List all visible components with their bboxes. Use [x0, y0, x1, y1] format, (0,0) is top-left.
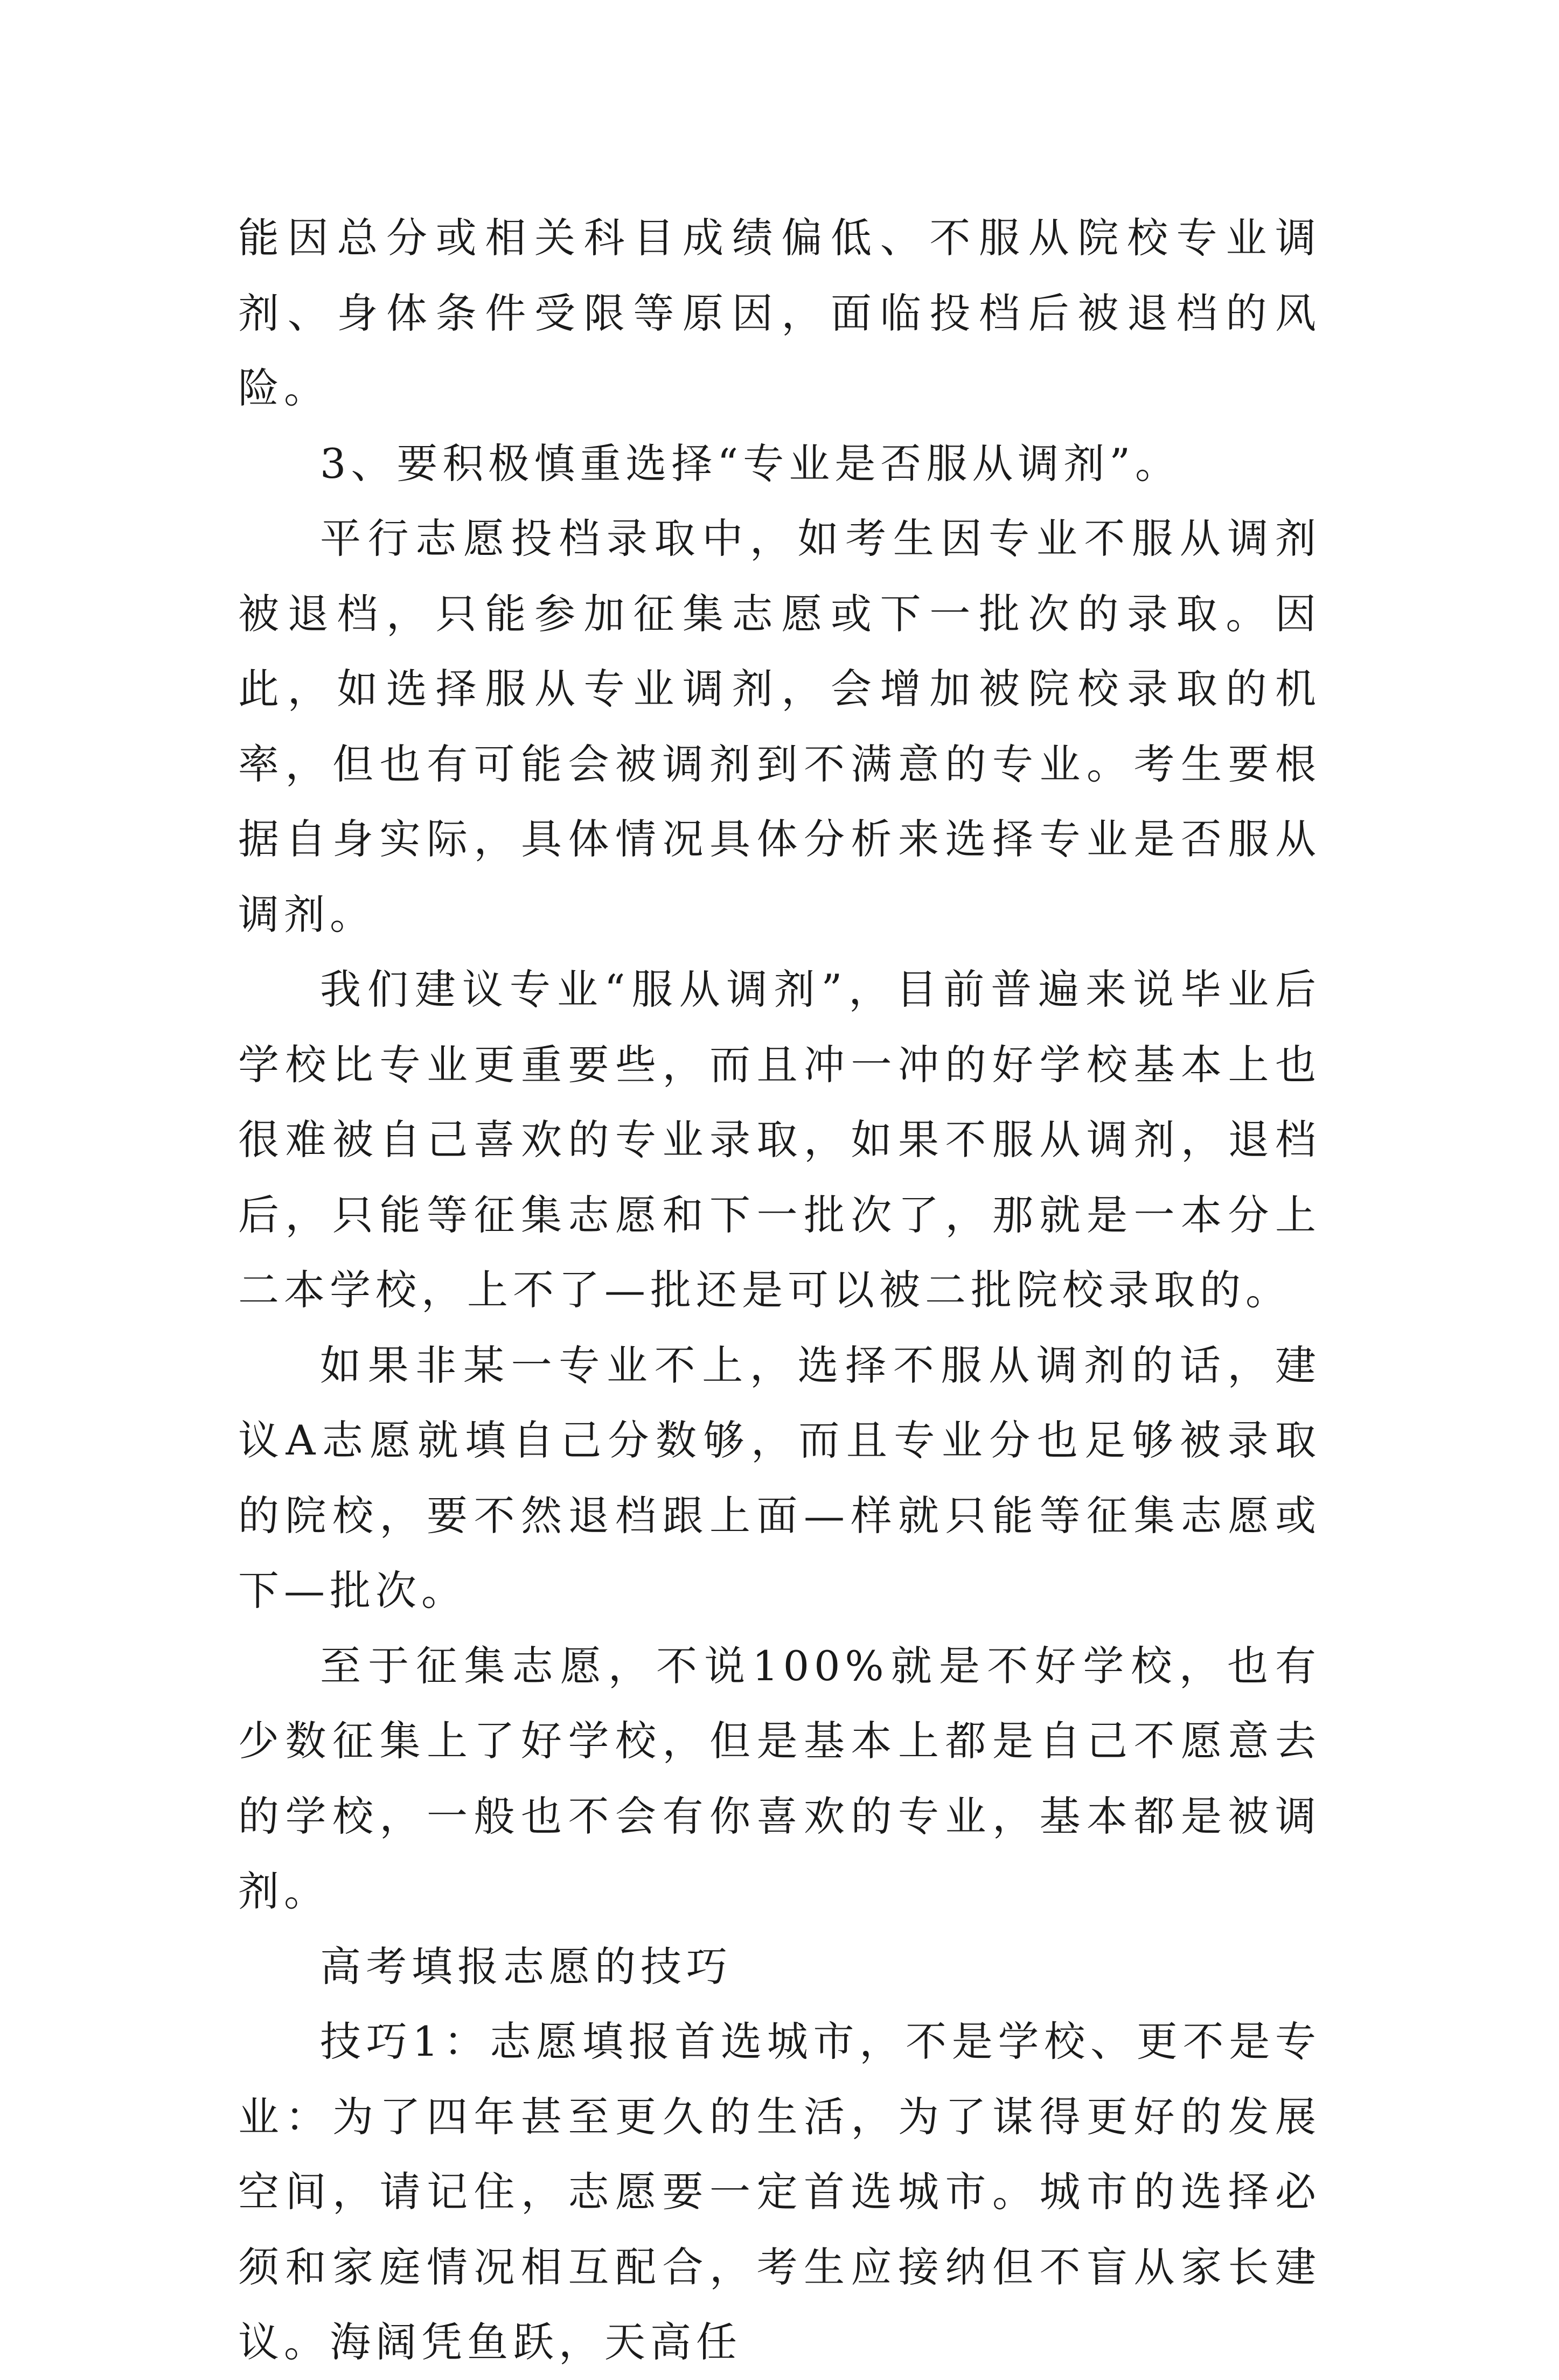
paragraph-no-adjustment: 如果非某一专业不上，选择不服从调剂的话，建议A志愿就填自己分数够，而且专业分也足够被录取的院校，要不然退档跟上面—样就只能等征集志愿或下—批次。 — [238, 1341, 1321, 1614]
paragraph-section-title: 高考填报志愿的技巧 — [320, 1942, 732, 1991]
paragraph-continuation: 能因总分或相关科目成绩偏低、不服从院校专业调剂、身体条件受限等原因，面临投档后被退档的风险。 — [238, 214, 1321, 412]
paragraph-tip-1: 技巧1：志愿填报首选城市，不是学校、更不是专业：为了四年甚至更久的生活，为了谋得更好的发展空间，请记住，志愿要一定首选城市。城市的选择必须和家庭情况相互配合，考生应接纳但不盲从家长建议。海阔凭鱼跃，天高任 — [238, 2017, 1321, 2366]
paragraph-solicited-volunteer: 至于征集志愿，不说100%就是不好学校，也有少数征集上了好学校，但是基本上都是自己不愿意去的学校，一般也不会有你喜欢的专业，基本都是被调剂。 — [238, 1641, 1321, 1915]
body-text — [238, 200, 1321, 2380]
paragraph-heading-3: 3、要积极慎重选择“专业是否服从调剂”。 — [320, 439, 1181, 488]
paragraph-recommendation: 我们建议专业“服从调剂”，目前普遍来说毕业后学校比专业更重要些，而且冲一冲的好学校基本上也很难被自己喜欢的专业录取，如果不服从调剂，退档后，只能等征集志愿和下一批次了，那就是一本分上二本学校，上不了—批还是可以被二批院校录取的。 — [238, 965, 1321, 1314]
paragraph-parallel-volunteer: 平行志愿投档录取中，如考生因专业不服从调剂被退档，只能参加征集志愿或下一批次的录取。因此，如选择服从专业调剂，会增加被院校录取的机率，但也有可能会被调剂到不满意的专业。考生要根据自身实际，具体情况具体分析来选择专业是否服从调剂。 — [238, 514, 1321, 938]
